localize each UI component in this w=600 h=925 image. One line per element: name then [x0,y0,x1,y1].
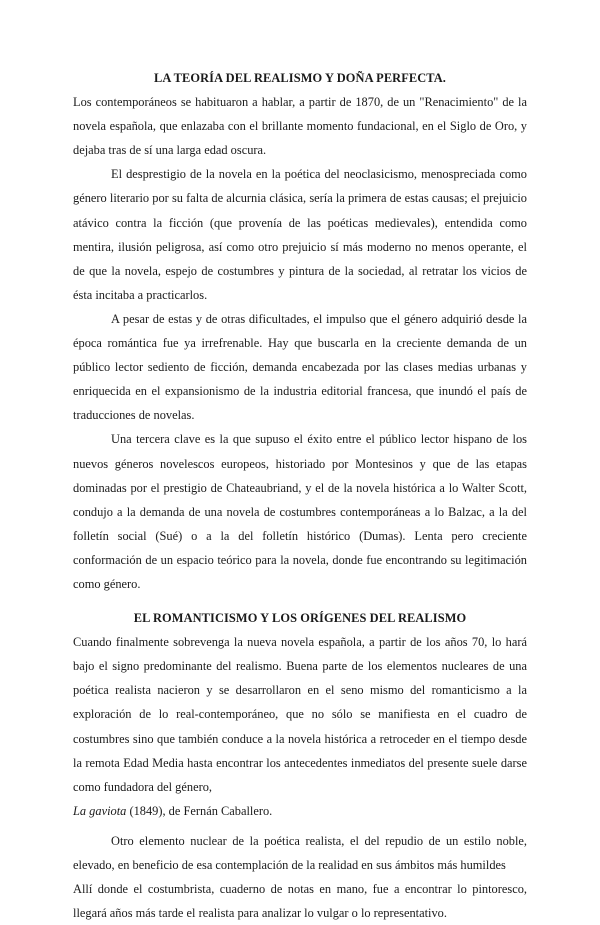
section-title-realismo: LA TEORÍA DEL REALISMO Y DOÑA PERFECTA. [153,71,447,85]
paragraph-costumbrista: Allí donde el costumbrista, cuaderno de notas en mano, fue a encontrar lo pintoresco, llegará años más tarde el realista para analizar lo vulgar o lo representativo. [73,882,527,921]
document-page [73,66,527,925]
section-title-romanticismo: EL ROMANTICISMO Y LOS ORÍGENES DEL REALISMO [133,611,467,626]
paragraph-impulso: A pesar de estas y de otras dificultades, el impulso que el género adquirió desde la época romántica fue ya irrefrenable. Hay que buscarla en la creciente demanda de un público lector sediento de ficción, demanda encabezada por las clases medias urbanas y enriquecida en el expansionismo de la industria editorial francesa, que inundó el país de traducciones de novelas. [73,311,527,423]
paragraph-tercera-clave: Una tercera clave es la que supuso el éxito entre el público lector hispano de los nuevos géneros novelescos europeos, historiado por Montesinos y que de las etapas dominadas por el prestigio de Chateaubriand, y el de la novela histórica a lo Walter Scott, condujo a la demanda de una novela de costumbres contemporáneas a lo Balzac, a la del folletín social (Sué) o a la del folletín histórico (Dumas). Lenta pero creciente conformación de un espacio teórico para la novela, donde fue encontrando su legitimación como género. [73,432,527,591]
book-title-la-gaviota: La gaviota [73,803,127,818]
paragraph-desprestigio: El desprestigio de la novela en la poética del neoclasicismo, menospreciada como género literario por su falta de alcurnia clásica, sería la primera de estas causas; el prejuicio atávico contra la ficción (que provenía de las poéticas medievales), entendida como mentira, ilusión peligrosa, así como otro prejuicio sí más moderno no menos operante, el de que la novela, espejo de costumbres y pintura de la sociedad, al retratar los vicios de ésta incitaba a practicarlos. [73,167,527,302]
paragraph-renacimiento: Los contemporáneos se habituaron a hablar, a partir de 1870, de un "Renacimiento" de la novela española, que enlazaba con el brillante momento fundacional, en el Siglo de Oro, y dejaba tras de sí una larga edad oscura. [73,95,527,158]
paragraph-nueva-novela-tail: (1849), de Fernán Caballero. [126,803,273,818]
paragraph-nueva-novela-text: Cuando finalmente sobrevenga la nueva novela española, a partir de los años 70, lo hará bajo el signo predominante del realismo. Buena parte de los elementos nucleares de una poética realista nacieron y se desarrollaron en el seno mismo del romanticismo a la exploración de lo real-contemporáneo, que no sólo se manifiesta en el cuadro de costumbres sino que también conduce a la novela histórica a retroceder en el tiempo desde la remota Edad Media hasta encontrar los antecedentes inmediatos del presente suele darse como fundadora del género, [73,635,527,794]
paragraph-elemento-nuclear: Otro elemento nuclear de la poética realista, el del repudio de un estilo noble, elevado, en beneficio de esa contemplación de la realidad en sus ámbitos más humildes [73,833,527,872]
paragraph-nueva-novela [73,630,527,823]
